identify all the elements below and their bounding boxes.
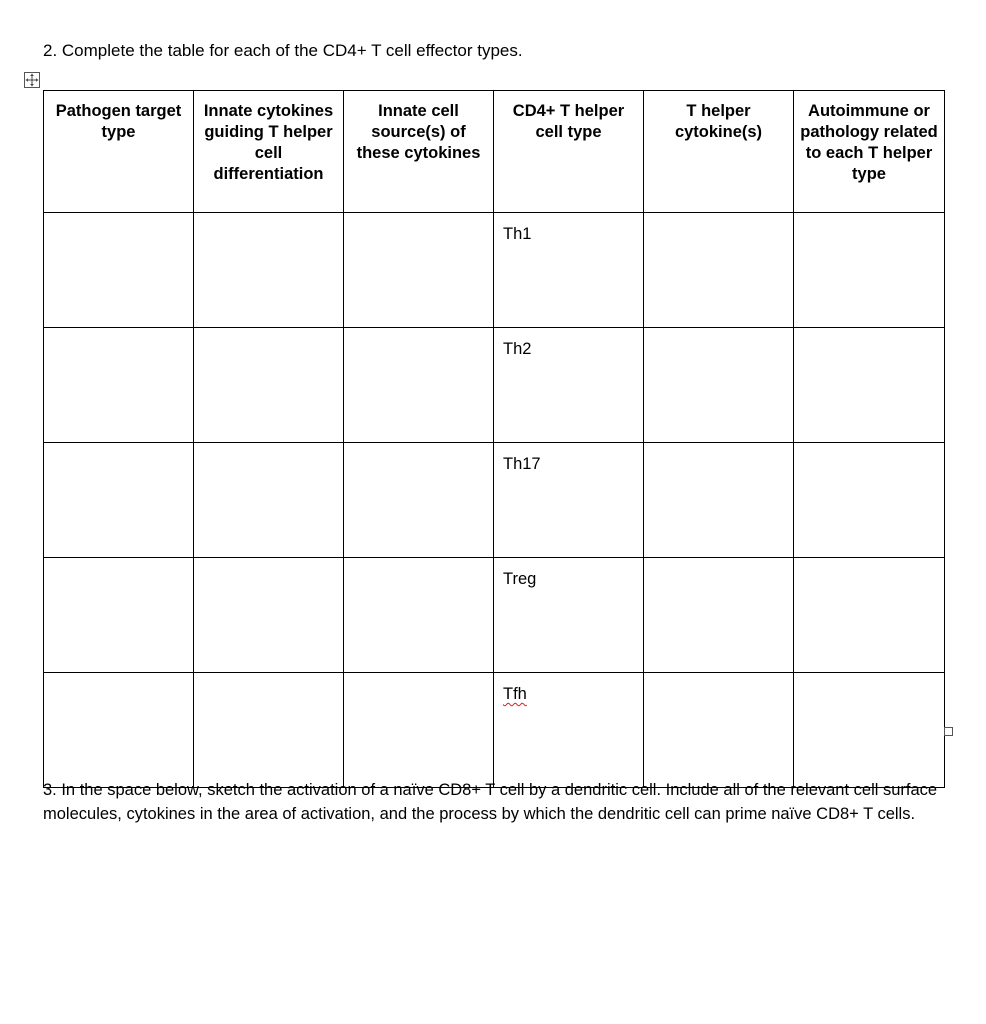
cell-pathogen-target[interactable] (44, 443, 194, 558)
table-row-th17 (44, 443, 945, 558)
cell-pathogen-target[interactable] (44, 328, 194, 443)
cell-innate-cytokines[interactable] (194, 328, 344, 443)
cell-pathogen-target[interactable] (44, 673, 194, 788)
cell-helper-type[interactable]: Treg (494, 558, 644, 673)
header-innate-cell-sources: Innate cell source(s) of these cytokines (344, 91, 494, 213)
cell-helper-cytokines[interactable] (644, 673, 794, 788)
cell-innate-sources[interactable] (344, 558, 494, 673)
cell-innate-cytokines[interactable] (194, 443, 344, 558)
header-cd4-helper-cell-type: CD4+ T helper cell type (494, 91, 644, 213)
table-row-th2 (44, 328, 945, 443)
header-autoimmune-pathology: Autoimmune or pathology related to each T helper type (794, 91, 945, 213)
cell-helper-cytokines[interactable] (644, 558, 794, 673)
cell-innate-sources[interactable] (344, 328, 494, 443)
cell-innate-sources[interactable] (344, 673, 494, 788)
cell-pathogen-target[interactable] (44, 213, 194, 328)
cell-pathology[interactable] (794, 328, 945, 443)
table-row-treg (44, 558, 945, 673)
cell-innate-cytokines[interactable] (194, 213, 344, 328)
table-header-row (44, 91, 945, 213)
cell-pathology[interactable] (794, 443, 945, 558)
cell-helper-cytokines[interactable] (644, 328, 794, 443)
table-row-th1 (44, 213, 945, 328)
cell-helper-cytokines[interactable] (644, 213, 794, 328)
header-t-helper-cytokines: T helper cytokine(s) (644, 91, 794, 213)
cell-innate-sources[interactable] (344, 443, 494, 558)
cell-helper-cytokines[interactable] (644, 443, 794, 558)
cell-helper-type[interactable]: Th2 (494, 328, 644, 443)
cell-helper-type[interactable]: Th17 (494, 443, 644, 558)
cell-innate-sources[interactable] (344, 213, 494, 328)
cd4-effector-table (43, 90, 945, 788)
cell-helper-type[interactable] (494, 673, 644, 788)
cell-innate-cytokines[interactable] (194, 558, 344, 673)
cell-helper-type[interactable]: Th1 (494, 213, 644, 328)
table-resize-handle-icon[interactable] (944, 727, 953, 736)
cell-pathogen-target[interactable] (44, 558, 194, 673)
question-3-prompt: 3. In the space below, sketch the activation of a naïve CD8+ T cell by a dendritic cell. Include all of the relevant cell surface molecules, cytokines in the area of activation, and the process by which the dendritic cell can prime naïve CD8+ T cells. (43, 781, 938, 823)
cell-pathology[interactable] (794, 558, 945, 673)
header-innate-cytokines: Innate cytokines guiding T helper cell differentiation (194, 91, 344, 213)
spellcheck-underlined-word: Tfh (503, 685, 527, 703)
table-row-tfh (44, 673, 945, 788)
cell-pathology[interactable] (794, 673, 945, 788)
cell-innate-cytokines[interactable] (194, 673, 344, 788)
table-move-handle-icon[interactable] (24, 72, 40, 88)
question-2-prompt: 2. Complete the table for each of the CD4+ T cell effector types. (43, 41, 523, 60)
cell-pathology[interactable] (794, 213, 945, 328)
header-pathogen-target-type: Pathogen target type (44, 91, 194, 213)
